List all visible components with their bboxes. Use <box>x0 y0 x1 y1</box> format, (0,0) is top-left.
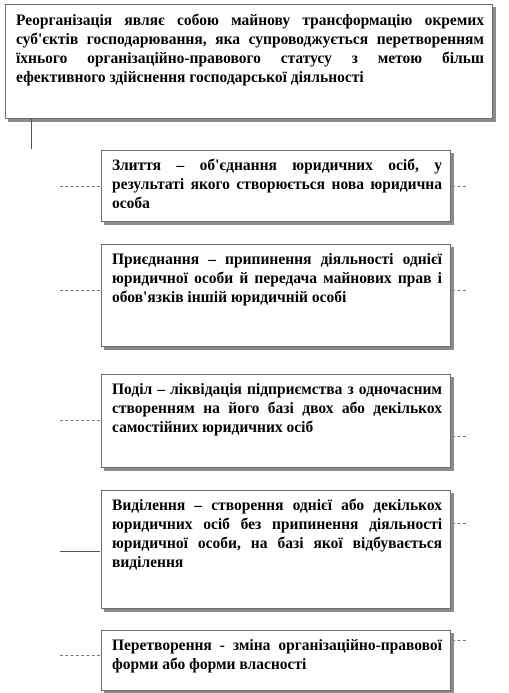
connector-left-5 <box>60 655 100 656</box>
form-text-separation: Виділення – створення однієї або декількох юридичних осіб без припинення діяльності юридичної особи, на базі якої відбувається виділення <box>112 497 442 571</box>
connector-left-4 <box>60 551 100 552</box>
form-box-accession <box>101 244 451 347</box>
form-text-transformation: Перетворення - зміна організаційно-правової форми або форми власності <box>112 637 442 673</box>
form-text-accession: Приєднання – припинення діяльності однієї юридичної особи й передача майнових прав і обов'язків іншій юридичній особі <box>112 251 442 306</box>
form-text-division: Поділ – ліквідація підприємства з одночасним створенням на його базі двох або декількох самостійних юридичних осіб <box>112 381 442 436</box>
connector-left-3 <box>60 420 100 421</box>
connector-right-5 <box>452 640 466 641</box>
root-definition-text: Реорганізація являє собою майнову трансформацію окремих суб'єктів господарювання, яка супроводжується перетворенням їхнього організаційно-правового статусу з метою більш ефективного здійснення господарської діяльності <box>16 12 484 86</box>
connector-left-2 <box>60 290 100 291</box>
form-box-merger <box>101 150 451 222</box>
connector-right-1 <box>452 186 466 187</box>
form-box-separation <box>101 490 451 609</box>
root-connector-line <box>31 119 32 149</box>
form-text-merger: Злиття – об'єднання юридичних осіб, у результаті якого створюється нова юридична особа <box>112 157 442 212</box>
form-box-division <box>101 374 451 468</box>
connector-right-3 <box>452 436 466 437</box>
form-box-transformation <box>101 630 451 691</box>
root-definition-box <box>5 4 493 119</box>
connector-right-2 <box>452 290 466 291</box>
connector-right-4 <box>452 523 466 524</box>
connector-left-1 <box>60 186 100 187</box>
